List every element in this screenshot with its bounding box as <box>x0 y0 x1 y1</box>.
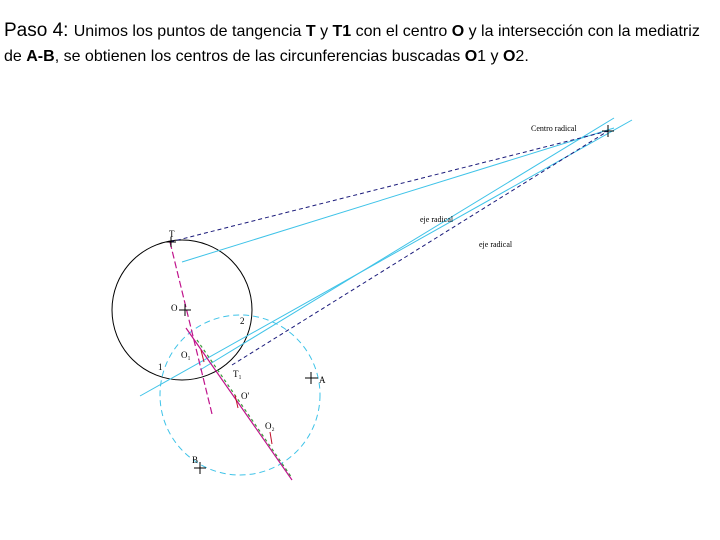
label-T: T <box>169 229 175 239</box>
label-centro-radical: Centro radical <box>531 124 577 133</box>
label-1: 1 <box>158 362 163 372</box>
caption-T1: T1 <box>332 23 352 40</box>
label-T1: T₁ <box>233 369 242 379</box>
caption-T: T <box>305 23 316 40</box>
cyan-line-2 <box>200 118 614 370</box>
label-A: A <box>319 375 326 385</box>
mark-3 <box>270 432 272 444</box>
point-A-marker <box>305 372 318 384</box>
label-O: O <box>171 303 178 313</box>
magenta-dashed-line <box>170 242 212 414</box>
cyan-line-3 <box>182 128 614 262</box>
step-title: Paso 4: <box>4 20 74 41</box>
label-eje-radical-1: eje radical <box>420 215 454 224</box>
caption-O: O <box>451 23 465 40</box>
label-Oprime: O' <box>241 391 250 401</box>
point-O-marker <box>179 304 191 316</box>
caption: Paso 4: Unimos los puntos de tangencia T y T1 con el centro O y la intersección con la mediatriz de A-B, se obtienen los centros de las circunferencias buscadas O1 y O2. <box>4 20 700 65</box>
label-B: B <box>192 455 199 465</box>
label-eje-radical-2: eje radical <box>479 240 513 249</box>
label-O1: O₁ <box>181 350 191 360</box>
label-O2: O₂ <box>265 421 275 431</box>
label-2: 2 <box>240 316 245 326</box>
caption-text: Unimos los puntos de tangencia <box>73 23 306 40</box>
navy-dashed-line-1 <box>170 131 608 242</box>
navy-dashed-line-2 <box>232 131 608 365</box>
cyan-circle <box>160 315 320 475</box>
radical-center-marker <box>602 125 614 137</box>
cyan-line-1 <box>140 120 632 396</box>
caption-AB: A-B <box>26 48 55 65</box>
